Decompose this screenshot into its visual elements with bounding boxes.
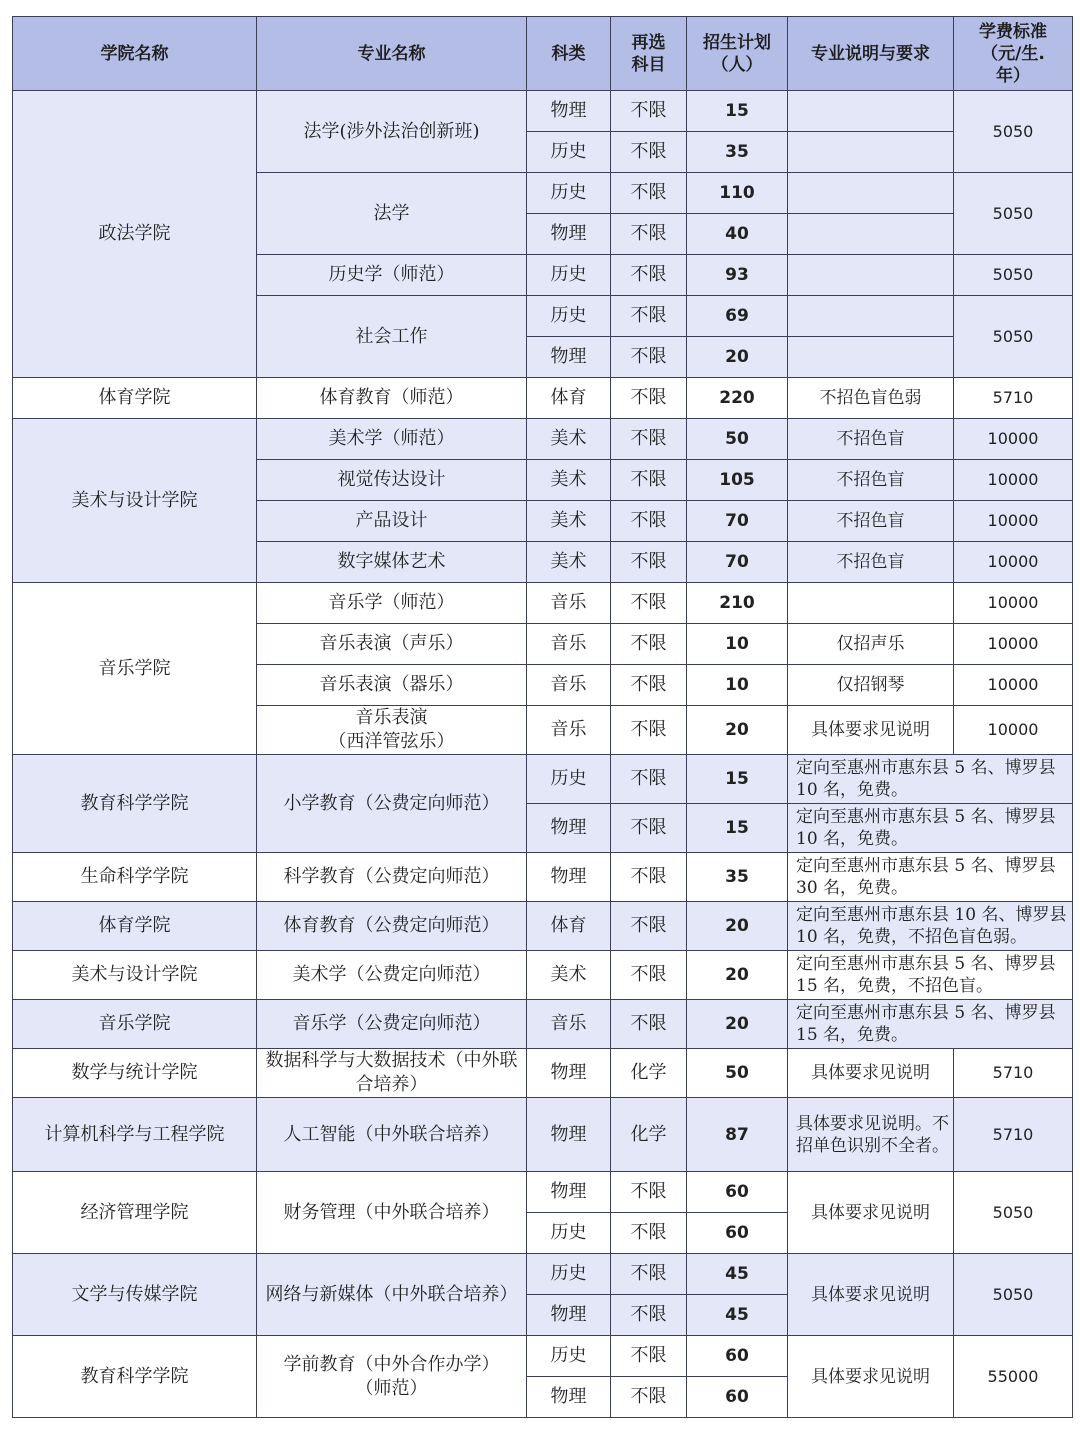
cell-elective: 不限 bbox=[611, 706, 687, 755]
cell-note: 定向至惠州市惠东县 10 名、博罗县 10 名，免费，不招色盲色弱。 bbox=[788, 902, 1073, 951]
cell-elective: 不限 bbox=[611, 804, 687, 853]
cell-elective: 不限 bbox=[611, 1213, 687, 1254]
cell-major: 小学教育（公费定向师范） bbox=[257, 755, 527, 853]
cell-major: 法学 bbox=[257, 173, 527, 255]
cell-subject: 物理 bbox=[527, 1172, 611, 1213]
cell-note: 定向至惠州市惠东县 5 名、博罗县 30 名，免费。 bbox=[788, 853, 1073, 902]
cell-fee: 10000 bbox=[954, 460, 1073, 501]
cell-plan: 60 bbox=[687, 1213, 788, 1254]
cell-college: 音乐学院 bbox=[13, 583, 257, 755]
cell-college: 文学与传媒学院 bbox=[13, 1254, 257, 1336]
cell-elective: 不限 bbox=[611, 1336, 687, 1377]
cell-major: 音乐表演 （西洋管弦乐） bbox=[257, 706, 527, 755]
cell-subject: 音乐 bbox=[527, 583, 611, 624]
cell-elective: 不限 bbox=[611, 665, 687, 706]
cell-note: 定向至惠州市惠东县 5 名、博罗县 15 名，免费，不招色盲。 bbox=[788, 951, 1073, 1000]
cell-note bbox=[788, 583, 954, 624]
cell-plan: 50 bbox=[687, 419, 788, 460]
cell-note bbox=[788, 214, 954, 255]
cell-note: 具体要求见说明 bbox=[788, 1254, 954, 1336]
cell-fee: 5710 bbox=[954, 1049, 1073, 1098]
cell-elective: 不限 bbox=[611, 951, 687, 1000]
cell-plan: 20 bbox=[687, 706, 788, 755]
cell-note: 不招色盲 bbox=[788, 419, 954, 460]
cell-note: 不招色盲 bbox=[788, 460, 954, 501]
cell-major: 网络与新媒体（中外联合培养） bbox=[257, 1254, 527, 1336]
cell-subject: 历史 bbox=[527, 1213, 611, 1254]
cell-major: 人工智能（中外联合培养） bbox=[257, 1098, 527, 1172]
cell-elective: 不限 bbox=[611, 378, 687, 419]
cell-college: 音乐学院 bbox=[13, 1000, 257, 1049]
cell-college: 教育科学学院 bbox=[13, 1336, 257, 1418]
cell-elective: 不限 bbox=[611, 1254, 687, 1295]
cell-note: 不招色盲 bbox=[788, 501, 954, 542]
cell-elective: 化学 bbox=[611, 1049, 687, 1098]
cell-plan: 20 bbox=[687, 337, 788, 378]
cell-plan: 60 bbox=[687, 1172, 788, 1213]
cell-fee: 10000 bbox=[954, 706, 1073, 755]
table-row bbox=[13, 853, 1073, 902]
cell-note bbox=[788, 337, 954, 378]
cell-note: 具体要求见说明。不招单色识别不全者。 bbox=[788, 1098, 954, 1172]
cell-fee: 55000 bbox=[954, 1336, 1073, 1418]
cell-note: 具体要求见说明 bbox=[788, 1172, 954, 1254]
cell-subject: 体育 bbox=[527, 902, 611, 951]
header-elective: 再选 科目 bbox=[611, 17, 687, 91]
cell-note: 定向至惠州市惠东县 5 名、博罗县 10 名，免费。 bbox=[788, 804, 1073, 853]
cell-subject: 历史 bbox=[527, 296, 611, 337]
cell-subject: 物理 bbox=[527, 1295, 611, 1336]
cell-elective: 不限 bbox=[611, 1172, 687, 1213]
cell-fee: 5050 bbox=[954, 1254, 1073, 1336]
cell-plan: 35 bbox=[687, 853, 788, 902]
admission-plan-table-container bbox=[12, 16, 1072, 1418]
table-row bbox=[13, 755, 1073, 804]
cell-note bbox=[788, 255, 954, 296]
cell-plan: 45 bbox=[687, 1295, 788, 1336]
cell-plan: 10 bbox=[687, 665, 788, 706]
table-row bbox=[13, 951, 1073, 1000]
cell-subject: 美术 bbox=[527, 501, 611, 542]
cell-subject: 物理 bbox=[527, 853, 611, 902]
cell-fee: 5050 bbox=[954, 255, 1073, 296]
cell-major: 法学(涉外法治创新班) bbox=[257, 91, 527, 173]
cell-note: 具体要求见说明 bbox=[788, 1049, 954, 1098]
cell-college: 计算机科学与工程学院 bbox=[13, 1098, 257, 1172]
cell-elective: 不限 bbox=[611, 460, 687, 501]
cell-plan: 105 bbox=[687, 460, 788, 501]
table-row bbox=[13, 583, 1073, 624]
table-row bbox=[13, 378, 1073, 419]
cell-major: 音乐表演（声乐） bbox=[257, 624, 527, 665]
cell-subject: 历史 bbox=[527, 755, 611, 804]
cell-elective: 不限 bbox=[611, 419, 687, 460]
cell-note bbox=[788, 296, 954, 337]
cell-fee: 5710 bbox=[954, 378, 1073, 419]
cell-fee: 5050 bbox=[954, 91, 1073, 173]
cell-subject: 物理 bbox=[527, 337, 611, 378]
table-row bbox=[13, 1172, 1073, 1213]
cell-elective: 不限 bbox=[611, 501, 687, 542]
cell-major: 产品设计 bbox=[257, 501, 527, 542]
cell-major: 财务管理（中外联合培养） bbox=[257, 1172, 527, 1254]
table-row bbox=[13, 91, 1073, 132]
cell-fee: 10000 bbox=[954, 419, 1073, 460]
table-header-row bbox=[13, 17, 1073, 91]
cell-elective: 不限 bbox=[611, 542, 687, 583]
cell-note bbox=[788, 91, 954, 132]
admission-plan-table bbox=[12, 16, 1073, 1418]
cell-subject: 历史 bbox=[527, 1254, 611, 1295]
cell-fee: 5710 bbox=[954, 1098, 1073, 1172]
cell-fee: 10000 bbox=[954, 624, 1073, 665]
cell-plan: 15 bbox=[687, 804, 788, 853]
cell-plan: 40 bbox=[687, 214, 788, 255]
cell-elective: 不限 bbox=[611, 624, 687, 665]
cell-elective: 不限 bbox=[611, 173, 687, 214]
cell-fee: 10000 bbox=[954, 542, 1073, 583]
cell-plan: 60 bbox=[687, 1336, 788, 1377]
cell-major: 音乐学（公费定向师范） bbox=[257, 1000, 527, 1049]
cell-subject: 历史 bbox=[527, 173, 611, 214]
cell-major: 美术学（公费定向师范） bbox=[257, 951, 527, 1000]
cell-major: 音乐表演（器乐） bbox=[257, 665, 527, 706]
cell-plan: 70 bbox=[687, 542, 788, 583]
header-fee: 学费标准 （元/生. 年） bbox=[954, 17, 1073, 91]
cell-fee: 5050 bbox=[954, 296, 1073, 378]
cell-elective: 不限 bbox=[611, 132, 687, 173]
cell-major: 历史学（师范） bbox=[257, 255, 527, 296]
cell-plan: 20 bbox=[687, 1000, 788, 1049]
cell-elective: 不限 bbox=[611, 755, 687, 804]
cell-subject: 音乐 bbox=[527, 624, 611, 665]
cell-major: 科学教育（公费定向师范） bbox=[257, 853, 527, 902]
cell-major: 视觉传达设计 bbox=[257, 460, 527, 501]
cell-plan: 60 bbox=[687, 1377, 788, 1418]
cell-college: 美术与设计学院 bbox=[13, 951, 257, 1000]
cell-subject: 物理 bbox=[527, 804, 611, 853]
cell-subject: 历史 bbox=[527, 132, 611, 173]
cell-subject: 美术 bbox=[527, 542, 611, 583]
cell-note: 具体要求见说明 bbox=[788, 1336, 954, 1418]
cell-elective: 不限 bbox=[611, 296, 687, 337]
table-row bbox=[13, 1254, 1073, 1295]
cell-plan: 69 bbox=[687, 296, 788, 337]
cell-elective: 不限 bbox=[611, 583, 687, 624]
cell-major: 学前教育（中外合作办学） （师范） bbox=[257, 1336, 527, 1418]
cell-plan: 35 bbox=[687, 132, 788, 173]
cell-subject: 物理 bbox=[527, 1377, 611, 1418]
cell-subject: 美术 bbox=[527, 460, 611, 501]
cell-note: 不招色盲 bbox=[788, 542, 954, 583]
cell-elective: 不限 bbox=[611, 1000, 687, 1049]
cell-elective: 不限 bbox=[611, 902, 687, 951]
cell-note: 定向至惠州市惠东县 5 名、博罗县 15 名，免费。 bbox=[788, 1000, 1073, 1049]
cell-plan: 15 bbox=[687, 755, 788, 804]
header-college: 学院名称 bbox=[13, 17, 257, 91]
cell-elective: 不限 bbox=[611, 337, 687, 378]
cell-subject: 音乐 bbox=[527, 706, 611, 755]
cell-major: 音乐学（师范） bbox=[257, 583, 527, 624]
cell-college: 数学与统计学院 bbox=[13, 1049, 257, 1098]
table-row bbox=[13, 1336, 1073, 1377]
cell-plan: 110 bbox=[687, 173, 788, 214]
cell-major: 社会工作 bbox=[257, 296, 527, 378]
table-row bbox=[13, 902, 1073, 951]
cell-plan: 220 bbox=[687, 378, 788, 419]
cell-plan: 15 bbox=[687, 91, 788, 132]
cell-elective: 化学 bbox=[611, 1098, 687, 1172]
cell-elective: 不限 bbox=[611, 1377, 687, 1418]
cell-college: 生命科学学院 bbox=[13, 853, 257, 902]
cell-major: 体育教育（公费定向师范） bbox=[257, 902, 527, 951]
cell-fee: 5050 bbox=[954, 1172, 1073, 1254]
cell-fee: 10000 bbox=[954, 501, 1073, 542]
cell-elective: 不限 bbox=[611, 853, 687, 902]
cell-major: 数据科学与大数据技术（中外联合培养） bbox=[257, 1049, 527, 1098]
cell-note: 定向至惠州市惠东县 5 名、博罗县 10 名，免费。 bbox=[788, 755, 1073, 804]
header-note: 专业说明与要求 bbox=[788, 17, 954, 91]
cell-fee: 10000 bbox=[954, 583, 1073, 624]
cell-major: 美术学（师范） bbox=[257, 419, 527, 460]
cell-elective: 不限 bbox=[611, 214, 687, 255]
cell-college: 体育学院 bbox=[13, 378, 257, 419]
cell-subject: 美术 bbox=[527, 951, 611, 1000]
header-major: 专业名称 bbox=[257, 17, 527, 91]
cell-note: 仅招声乐 bbox=[788, 624, 954, 665]
cell-fee: 5050 bbox=[954, 173, 1073, 255]
cell-subject: 美术 bbox=[527, 419, 611, 460]
cell-subject: 物理 bbox=[527, 1098, 611, 1172]
table-row bbox=[13, 419, 1073, 460]
cell-note: 具体要求见说明 bbox=[788, 706, 954, 755]
cell-plan: 45 bbox=[687, 1254, 788, 1295]
cell-plan: 93 bbox=[687, 255, 788, 296]
cell-note bbox=[788, 132, 954, 173]
cell-subject: 物理 bbox=[527, 1049, 611, 1098]
cell-plan: 10 bbox=[687, 624, 788, 665]
cell-elective: 不限 bbox=[611, 91, 687, 132]
cell-college: 政法学院 bbox=[13, 91, 257, 378]
cell-plan: 87 bbox=[687, 1098, 788, 1172]
cell-college: 体育学院 bbox=[13, 902, 257, 951]
cell-elective: 不限 bbox=[611, 1295, 687, 1336]
cell-note: 不招色盲色弱 bbox=[788, 378, 954, 419]
cell-note: 仅招钢琴 bbox=[788, 665, 954, 706]
header-plan: 招生计划 （人） bbox=[687, 17, 788, 91]
cell-major: 体育教育（师范） bbox=[257, 378, 527, 419]
cell-plan: 210 bbox=[687, 583, 788, 624]
cell-subject: 历史 bbox=[527, 255, 611, 296]
cell-subject: 音乐 bbox=[527, 1000, 611, 1049]
cell-plan: 20 bbox=[687, 951, 788, 1000]
cell-plan: 20 bbox=[687, 902, 788, 951]
cell-subject: 音乐 bbox=[527, 665, 611, 706]
cell-elective: 不限 bbox=[611, 255, 687, 296]
cell-fee: 10000 bbox=[954, 665, 1073, 706]
cell-plan: 50 bbox=[687, 1049, 788, 1098]
cell-major: 数字媒体艺术 bbox=[257, 542, 527, 583]
cell-college: 教育科学学院 bbox=[13, 755, 257, 853]
cell-subject: 体育 bbox=[527, 378, 611, 419]
cell-subject: 物理 bbox=[527, 214, 611, 255]
cell-plan: 70 bbox=[687, 501, 788, 542]
cell-note bbox=[788, 173, 954, 214]
header-subject: 科类 bbox=[527, 17, 611, 91]
cell-subject: 物理 bbox=[527, 91, 611, 132]
cell-college: 经济管理学院 bbox=[13, 1172, 257, 1254]
cell-college: 美术与设计学院 bbox=[13, 419, 257, 583]
cell-subject: 历史 bbox=[527, 1336, 611, 1377]
table-row bbox=[13, 1049, 1073, 1098]
table-row bbox=[13, 1000, 1073, 1049]
table-row bbox=[13, 1098, 1073, 1172]
